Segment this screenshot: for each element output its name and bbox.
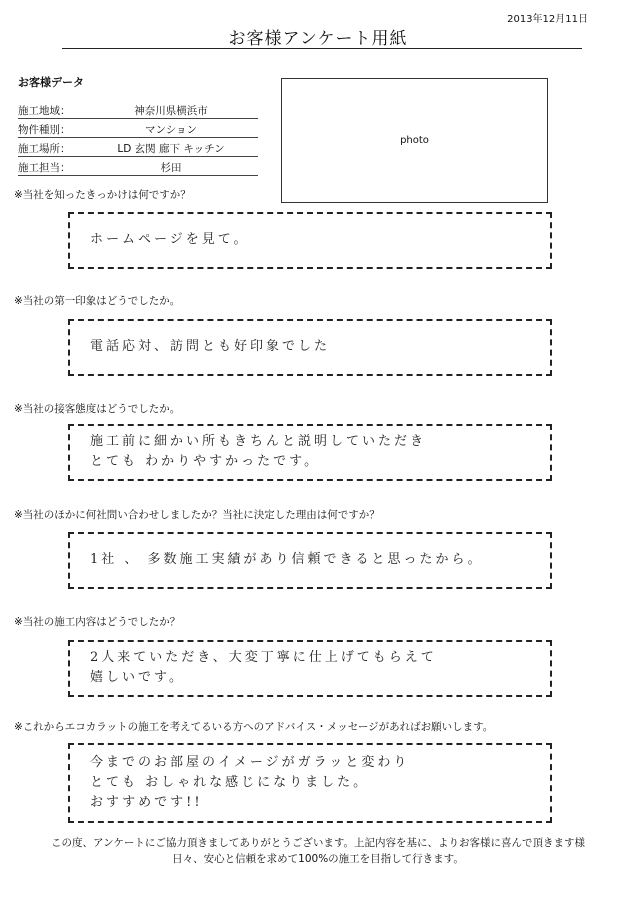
question-1: ※当社を知ったきっかけは何ですか？ <box>14 189 191 201</box>
answer-line: 嬉しいです。 <box>90 670 185 685</box>
field-value: 神奈川県横浜市 <box>134 105 208 117</box>
answer-line: 施工前に細かい所もきちんと説明していただき <box>90 434 427 449</box>
answer-line: 1社 、 多数施工実績があり信頼できると思ったから。 <box>90 552 484 567</box>
question-5: ※当社の施工内容はどうでしたか？ <box>14 616 181 628</box>
field-location <box>18 139 258 157</box>
answer-6-box <box>68 743 552 823</box>
title-underline <box>62 48 582 49</box>
answer-3-box <box>68 424 552 481</box>
question-3: ※当社の接客態度はどうでしたか。 <box>14 403 181 415</box>
field-area <box>18 101 258 119</box>
answer-2-box <box>68 319 552 376</box>
page-title: お客様アンケート用紙 <box>228 29 408 49</box>
field-staff <box>18 158 258 176</box>
survey-date: 2013年12月11日 <box>507 14 588 25</box>
field-label: 施工地域： <box>18 105 71 117</box>
question-4: ※当社のほかに何社問い合わせしましたか？当社に決定した理由は何ですか？ <box>14 509 380 521</box>
answer-line: とても おしゃれな感じになりました。 <box>90 775 370 790</box>
answer-line: とても わかりやすかったです。 <box>90 454 321 469</box>
field-value: 杉田 <box>160 162 182 174</box>
answer-4-box <box>68 532 552 589</box>
answer-line: 電話応対、訪問とも好印象でした <box>90 339 331 354</box>
question-2: ※当社の第一印象はどうでしたか。 <box>14 295 181 307</box>
answer-line: ホームページを見て。 <box>90 232 250 247</box>
question-6: ※これからエコカラットの施工を考えてるいる方へのアドバイス・メッセージがあればお願いします。 <box>14 721 494 733</box>
customer-data-heading: お客様データ <box>18 76 84 89</box>
answer-line: 今までのお部屋のイメージがガラッと変わり <box>90 755 410 770</box>
answer-5-box <box>68 640 552 697</box>
answer-1-box <box>68 212 552 269</box>
photo-box <box>281 78 548 203</box>
answer-line: おすすめです!! <box>90 795 203 810</box>
field-value: マンション <box>144 124 198 136</box>
field-label: 施工担当： <box>18 162 71 174</box>
answer-line: 2人来ていただき、大変丁寧に仕上げてもらえて <box>90 650 437 665</box>
photo-label: photo <box>400 135 429 146</box>
field-value: LD 玄関 廊下 キッチン <box>117 143 225 155</box>
field-label: 施工場所： <box>18 143 71 155</box>
field-label: 物件種別： <box>18 124 71 136</box>
field-property-type <box>18 120 258 138</box>
footer-line-1: この度、アンケートにご協力頂きましてありがとうございます。上記内容を基に、よりお客様に喜んで頂きます様 <box>50 837 586 849</box>
footer-line-2: 日々、安心と信頼を求めて100%の施工を目指して行きます。 <box>172 853 464 865</box>
